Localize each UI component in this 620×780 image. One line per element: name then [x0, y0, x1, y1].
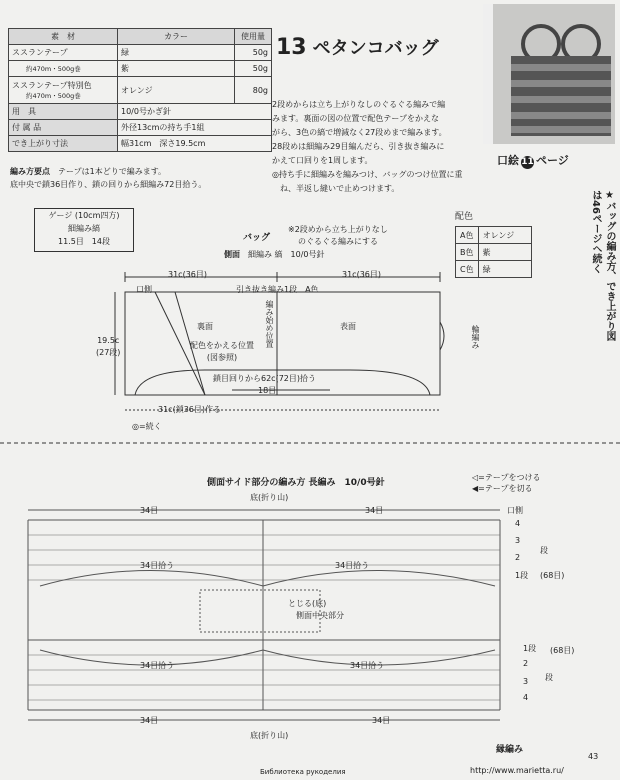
bag-side-spec: 細編み 縞 10/0号針	[248, 250, 325, 259]
pickup-label: 鎖目回りから62c(72目)拾う	[213, 374, 316, 383]
center-label: 側面中央部分	[296, 611, 344, 620]
material-amount: 50g	[235, 45, 272, 61]
color-change-line: 配色をかえる位置	[190, 341, 254, 350]
material-color: 緑	[118, 45, 235, 61]
points-label: 編み方要点	[10, 167, 50, 176]
gauge-count: 11.5目 14段	[58, 237, 110, 246]
color-value: 紫	[478, 244, 531, 261]
tools-label: 用 具	[9, 104, 118, 120]
tojiru-label: とじる(底)	[288, 599, 327, 608]
legend-line: ◀=テープを切る	[472, 484, 533, 493]
accessories-value: 外径13cmの持ち手1組	[118, 120, 272, 136]
row-label: 1段	[515, 571, 529, 580]
material-color: 紫	[118, 61, 235, 77]
count-34: 34目	[365, 506, 384, 515]
dan-label: 段	[540, 546, 548, 555]
footer-text: Библиотека рукоделия	[260, 768, 346, 776]
row-label: 2	[515, 553, 521, 562]
material-amount: 50g	[235, 61, 272, 77]
description-line: かえて口回りを1周します。	[272, 156, 373, 165]
material-sub: 約470m・500g巻	[26, 65, 81, 73]
color-header: カラー	[118, 29, 235, 45]
count-34-pick: 34目拾う	[350, 661, 385, 670]
height-line: 19.5c	[97, 336, 120, 345]
material-name: ススランテープ	[9, 45, 118, 61]
color-value: 緑	[478, 261, 531, 278]
description-line: 2段めからは立ち上がりなしのぐるぐる編みで編	[272, 100, 446, 109]
colors-title: 配色	[455, 212, 474, 222]
description-line: ね、半返し縫いで止めつけます。	[280, 184, 400, 193]
back-label: 裏面	[197, 322, 213, 331]
description-line: ◎持ち手に細編みを編みつけ、バッグのつけ位置に重	[272, 170, 463, 179]
count-34: 34目	[372, 716, 391, 725]
row-label: 1段	[523, 644, 537, 653]
legend-line: ◁=テープをつける	[472, 473, 541, 482]
description-line: 28段めは細編み29目編んだら、引き抜き編みに	[272, 142, 445, 151]
title-number: 13	[276, 35, 307, 60]
accessories-label: 付 属 品	[9, 120, 118, 136]
bag-note-line: ※2段めから立ち上がりなし	[288, 225, 388, 234]
chart-bottom-label: 底(折り山)	[250, 731, 289, 740]
continue-label: ◎=続く	[132, 422, 162, 431]
color-change-line: (図参照)	[206, 353, 238, 362]
ring-label: 輪編み	[471, 325, 480, 349]
slip-stitch-label: 引き抜き編み1段 A色	[236, 285, 319, 294]
eighteen-label: 18目	[258, 386, 277, 395]
count-34-pick: 34目拾う	[335, 561, 370, 570]
chart-legend	[472, 472, 540, 494]
edge-label: 縁編み	[496, 745, 524, 755]
top-width-left: 31c(36目)	[168, 270, 207, 279]
amount-header: 使用量	[235, 29, 272, 45]
bag-side-label: 側面	[224, 250, 240, 259]
photo-ref-num: 11	[521, 157, 534, 167]
points-line: テープは1本どりで編みます。	[58, 167, 167, 176]
photo-ref-suffix: ページ	[536, 154, 569, 167]
chain-label: 31c(鎖36目)作る	[158, 405, 221, 414]
height-line: (27段)	[96, 348, 121, 357]
finish-value: 幅31cm 深さ19.5cm	[118, 136, 272, 152]
watermark: http://www.marietta.ru/	[470, 766, 564, 775]
count-34-pick: 34目拾う	[140, 661, 175, 670]
materials-header: 素 材	[9, 29, 118, 45]
bag-title: バッグ	[243, 233, 271, 243]
chart-top-label: 底(折り山)	[250, 493, 289, 502]
chart-title: 側面サイド部分の編み方 長編み 10/0号針	[207, 478, 385, 488]
color-key: B色	[456, 244, 479, 261]
color-value: オレンジ	[478, 227, 531, 244]
gauge-title: ゲージ (10cm四方)	[48, 211, 120, 220]
dan-label: 段	[545, 673, 553, 682]
start-label: 編み始め位置	[265, 300, 274, 348]
count-34: 34目	[140, 716, 159, 725]
count-34: 34目	[140, 506, 159, 515]
row-label: 3	[523, 677, 529, 686]
chart-mouth: 口側	[507, 506, 523, 515]
points-line: 底中央で鎖36目作り、鎖の回りから細編み72目拾う。	[10, 180, 207, 189]
gauge-stitch: 細編み縞	[68, 224, 100, 233]
row-label: 4	[515, 519, 521, 528]
mouth-label: 口側	[136, 285, 152, 294]
material-color: オレンジ	[118, 77, 235, 104]
row-label: 3	[515, 536, 521, 545]
row-label: 4	[523, 693, 529, 702]
sixty-eight: (68目)	[550, 646, 575, 655]
side-note-line: は46ページへ続く	[590, 190, 601, 274]
photo-ref-label: 口絵	[497, 154, 519, 167]
material-name: ススランテープ特別色	[12, 81, 92, 90]
top-width-right: 31c(36目)	[342, 270, 381, 279]
tools-value: 10/0号かぎ針	[118, 104, 272, 120]
finish-label: でき上がり寸法	[9, 136, 118, 152]
count-34-pick: 34目拾う	[140, 561, 175, 570]
front-label: 表面	[340, 322, 356, 331]
color-key: A色	[456, 227, 479, 244]
description-line: みます。裏面の図の位置で配色テープをかえな	[272, 114, 439, 123]
bag-note-line: のぐるぐる編みにする	[298, 237, 378, 246]
page-number: 43	[588, 752, 599, 761]
title-name: ペタンコバッグ	[312, 38, 439, 59]
side-note-line: ★バッグの編み方、でき上がり図	[604, 190, 615, 341]
material-amount: 80g	[235, 77, 272, 104]
material-sub: 約470m・500g巻	[26, 92, 81, 100]
color-key: C色	[456, 261, 479, 278]
row-label: 2	[523, 659, 529, 668]
description-line: がら、3色の縞で増減なく27段めまで編みます。	[272, 128, 447, 137]
sixty-eight: (68目)	[540, 571, 565, 580]
